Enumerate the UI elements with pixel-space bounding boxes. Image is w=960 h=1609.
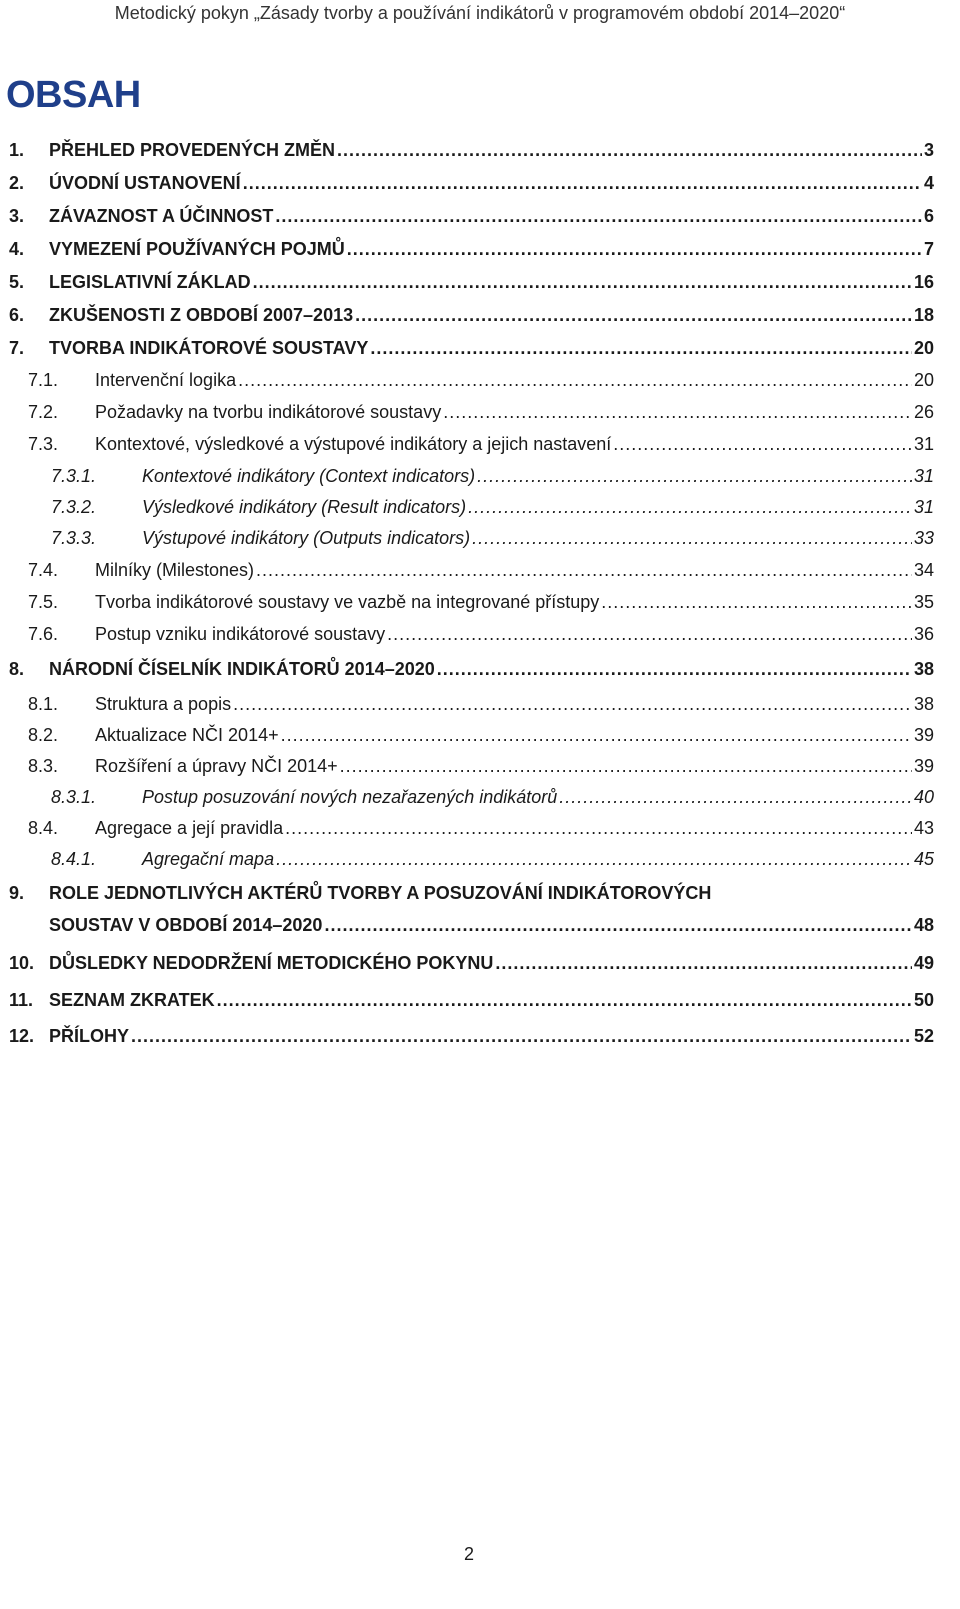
toc-title: Požadavky na tvorbu indikátorové soustavy — [95, 402, 442, 422]
toc-number: 7.6. — [28, 624, 59, 644]
toc-number: 1. — [9, 140, 25, 160]
toc-leader — [340, 751, 912, 781]
toc-number: 5. — [9, 272, 25, 292]
toc-title: Agregační mapa — [142, 849, 275, 869]
toc-entry[interactable] — [0, 397, 960, 427]
toc-page: 36 — [913, 624, 934, 644]
toc-number: 7.3.2. — [51, 497, 97, 517]
toc-entry[interactable] — [0, 135, 960, 165]
toc-leader — [559, 782, 912, 812]
toc-entry[interactable] — [0, 751, 960, 781]
toc-page: 7 — [923, 239, 934, 259]
toc-title: ZKUŠENOSTI Z OBDOBÍ 2007–2013 — [49, 305, 354, 325]
toc-entry[interactable] — [0, 300, 960, 330]
toc-page: 39 — [913, 725, 934, 745]
toc-number: 7.4. — [28, 560, 59, 580]
toc-leader — [495, 948, 912, 978]
toc-page: 35 — [913, 592, 934, 612]
toc-title: Rozšíření a úpravy NČI 2014+ — [95, 756, 338, 776]
toc-leader — [387, 619, 912, 649]
toc-leader — [347, 234, 922, 264]
toc-number: 8.3.1. — [51, 787, 97, 807]
toc-entry[interactable] — [0, 689, 960, 719]
toc-number: 8.4.1. — [51, 849, 97, 869]
toc-title: Postup posuzování nových nezařazených indikátorů — [142, 787, 558, 807]
toc-page: 16 — [913, 272, 934, 292]
toc-entry[interactable] — [0, 720, 960, 750]
toc-entry[interactable] — [0, 461, 960, 491]
toc-page: 48 — [913, 915, 934, 935]
toc-page: 49 — [913, 953, 934, 973]
running-header: Metodický pokyn „Zásady tvorby a používání indikátorů v programovém období 2014–2020“ — [114, 3, 846, 23]
toc-title: ZÁVAZNOST A ÚČINNOST — [49, 206, 274, 226]
toc-entry[interactable] — [0, 201, 960, 231]
toc-number: 8. — [9, 659, 25, 679]
toc-entry[interactable] — [0, 234, 960, 264]
toc-number: 7.2. — [28, 402, 59, 422]
toc-leader — [613, 429, 912, 459]
toc-entry[interactable] — [0, 333, 960, 363]
toc-leader — [253, 267, 912, 297]
toc-number: 4. — [9, 239, 25, 259]
toc-number: 11. — [9, 990, 34, 1010]
toc-title: Milníky (Milestones) — [95, 560, 255, 580]
toc-leader — [355, 300, 912, 330]
toc-title: PŘÍLOHY — [49, 1026, 130, 1046]
toc-leader — [217, 985, 912, 1015]
toc-entry[interactable] — [0, 878, 960, 942]
toc-entry[interactable] — [0, 555, 960, 585]
toc-page: 38 — [913, 694, 934, 714]
toc-page: 26 — [913, 402, 934, 422]
toc-page: 50 — [913, 990, 934, 1010]
toc-page: 31 — [913, 466, 934, 486]
toc-number: 12. — [9, 1026, 35, 1046]
toc-title: NÁRODNÍ ČÍSELNÍK INDIKÁTORŮ 2014–2020 — [49, 659, 435, 679]
toc-title: TVORBA INDIKÁTOROVÉ SOUSTAVY — [49, 338, 369, 358]
toc-title: PŘEHLED PROVEDENÝCH ZMĚN — [49, 140, 336, 160]
toc-page: 6 — [923, 206, 934, 226]
toc-title: DŮSLEDKY NEDODRŽENÍ METODICKÉHO POKYNU — [49, 953, 494, 973]
toc-number: 8.1. — [28, 694, 59, 714]
toc-number: 8.3. — [28, 756, 59, 776]
toc-title: Struktura a popis — [95, 694, 232, 714]
toc-number: 7.1. — [28, 370, 59, 390]
toc-leader — [337, 135, 922, 165]
toc-page: 43 — [913, 818, 934, 838]
toc-leader — [233, 689, 912, 719]
toc-leader — [468, 492, 912, 522]
toc-leader — [275, 201, 922, 231]
toc-leader — [256, 555, 912, 585]
toc-page: 34 — [913, 560, 934, 580]
toc-title: ÚVODNÍ USTANOVENÍ — [49, 173, 241, 193]
toc-leader — [437, 654, 912, 684]
toc-leader — [324, 910, 912, 940]
toc-page: 33 — [913, 528, 934, 548]
toc-title: Výstupové indikátory (Outputs indicators) — [142, 528, 471, 548]
toc-number: 7.3.1. — [51, 466, 97, 486]
toc-entry[interactable] — [0, 985, 960, 1015]
toc-number: 9. — [9, 883, 25, 903]
toc-number: 2. — [9, 173, 25, 193]
toc-entry[interactable] — [0, 1021, 960, 1051]
toc-leader — [243, 168, 922, 198]
toc-page: 39 — [913, 756, 934, 776]
toc-title: VYMEZENÍ POUŽÍVANÝCH POJMŮ — [49, 239, 345, 259]
toc-number: 7.5. — [28, 592, 59, 612]
toc-leader — [443, 397, 912, 427]
toc-entry[interactable] — [0, 492, 960, 522]
toc-page: 31 — [913, 434, 934, 454]
toc-entry[interactable] — [0, 654, 960, 684]
toc-title: SEZNAM ZKRATEK — [49, 990, 215, 1010]
toc-number: 8.2. — [28, 725, 59, 745]
toc-title: Aktualizace NČI 2014+ — [95, 725, 279, 745]
toc-leader — [370, 333, 912, 363]
toc-title: ROLE JEDNOTLIVÝCH AKTÉRŮ TVORBY A POSUZOVÁNÍ INDIKÁTOROVÝCH — [49, 883, 712, 903]
toc-entry[interactable] — [0, 429, 960, 459]
toc-number: 3. — [9, 206, 25, 226]
toc-title: Postup vzniku indikátorové soustavy — [95, 624, 386, 644]
toc-entry[interactable] — [0, 813, 960, 843]
toc-number: 7.3. — [28, 434, 59, 454]
toc-leader — [601, 587, 912, 617]
toc-leader — [472, 523, 912, 553]
toc-leader — [131, 1021, 912, 1051]
toc-entry[interactable] — [0, 365, 960, 395]
toc-page: 20 — [913, 338, 934, 358]
toc-page: 20 — [913, 370, 934, 390]
toc-leader — [238, 365, 912, 395]
toc-page: 40 — [913, 787, 934, 807]
toc-number: 6. — [9, 305, 25, 325]
toc-page: 3 — [923, 140, 934, 160]
toc-title-continued: SOUSTAV V OBDOBÍ 2014–2020 — [49, 915, 323, 935]
toc-number: 8.4. — [28, 818, 59, 838]
toc-entry[interactable] — [0, 948, 960, 978]
toc-page: 18 — [913, 305, 934, 325]
toc-entry[interactable] — [0, 168, 960, 198]
toc-entry[interactable] — [0, 587, 960, 617]
toc-entry[interactable] — [0, 523, 960, 553]
toc-entry[interactable] — [0, 844, 960, 874]
page-number: 2 — [463, 1544, 474, 1564]
toc-entry[interactable] — [0, 619, 960, 649]
toc-title: LEGISLATIVNÍ ZÁKLAD — [49, 272, 251, 292]
toc-title: Agregace a její pravidla — [95, 818, 284, 838]
toc-title: Tvorba indikátorové soustavy ve vazbě na integrované přístupy — [95, 592, 600, 612]
toc-leader — [281, 720, 912, 750]
toc-leader — [477, 461, 912, 491]
toc-number: 7. — [9, 338, 25, 358]
toc-entry[interactable] — [0, 782, 960, 812]
toc-title: Výsledkové indikátory (Result indicators) — [142, 497, 467, 517]
toc-entry[interactable] — [0, 267, 960, 297]
toc-title: Kontextové, výsledkové a výstupové indikátory a jejich nastavení — [95, 434, 612, 454]
toc-number: 7.3.3. — [51, 528, 97, 548]
toc-page: 31 — [913, 497, 934, 517]
toc-leader — [276, 844, 912, 874]
toc-leader — [285, 813, 912, 843]
page-title: OBSAH — [6, 74, 141, 116]
toc-page: 52 — [913, 1026, 934, 1046]
toc-page: 38 — [913, 659, 934, 679]
toc-number: 10. — [9, 953, 35, 973]
toc-title: Kontextové indikátory (Context indicators) — [142, 466, 476, 486]
toc-page: 4 — [923, 173, 934, 193]
toc-title: Intervenční logika — [95, 370, 237, 390]
toc-page: 45 — [913, 849, 934, 869]
